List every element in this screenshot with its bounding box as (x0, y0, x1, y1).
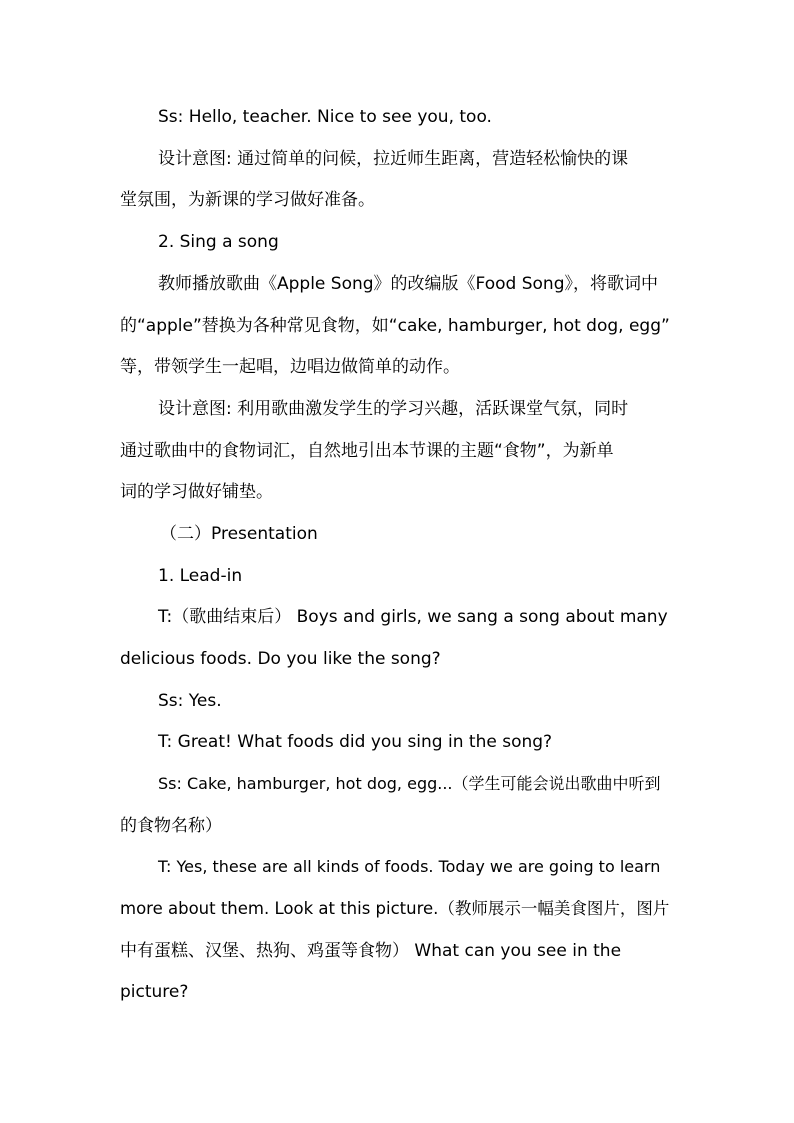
dialogue-line: T: Yes, these are all kinds of foods. Today we are going to learn (158, 857, 661, 876)
design-intent-paragraph: 设计意图: 利用歌曲激发学生的学习兴趣，活跃课堂气氛，同时 (158, 399, 629, 419)
dialogue-line: T:（歌曲结束后） Boys and girls, we sang a song about many (158, 607, 668, 627)
paragraph-line: 堂氛围，为新课的学习做好准备。 (120, 190, 375, 210)
dialogue-line: picture? (120, 982, 189, 1002)
dialogue-line: more about them. Look at this picture.（教师展示一幅美食图片，图片 (120, 899, 670, 918)
dialogue-line: Ss: Cake, hamburger, hot dog, egg...（学生可能会说出歌曲中听到 (158, 774, 661, 793)
paragraph-line: 通过歌曲中的食物词汇，自然地引出本节课的主题“食物”，为新单 (120, 441, 614, 461)
dialogue-line: 中有蛋糕、汉堡、热狗、鸡蛋等食物） What can you see in the (120, 941, 622, 961)
section-heading: （二）Presentation (160, 524, 318, 544)
dialogue-line: Ss: Hello, teacher. Nice to see you, too. (158, 107, 492, 127)
paragraph-line: 教师播放歌曲《Apple Song》的改编版《Food Song》，将歌词中 (158, 274, 658, 294)
paragraph-line: 词的学习做好铺垫。 (120, 482, 273, 502)
subsection-heading: 1. Lead-in (158, 566, 243, 586)
paragraph-line: 的“apple”替换为各种常见食物，如“cake, hamburger, hot dog, egg” (120, 316, 670, 336)
dialogue-line: Ss: Yes. (158, 691, 222, 711)
paragraph-line: 等，带领学生一起唱，边唱边做简单的动作。 (120, 357, 460, 377)
dialogue-line: 的食物名称） (120, 816, 222, 836)
dialogue-line: delicious foods. Do you like the song? (120, 649, 441, 669)
dialogue-line: T: Great! What foods did you sing in the song? (158, 732, 553, 752)
design-intent-paragraph: 设计意图: 通过简单的问候，拉近师生距离，营造轻松愉快的课 (158, 149, 629, 169)
section-heading: 2. Sing a song (158, 232, 279, 252)
